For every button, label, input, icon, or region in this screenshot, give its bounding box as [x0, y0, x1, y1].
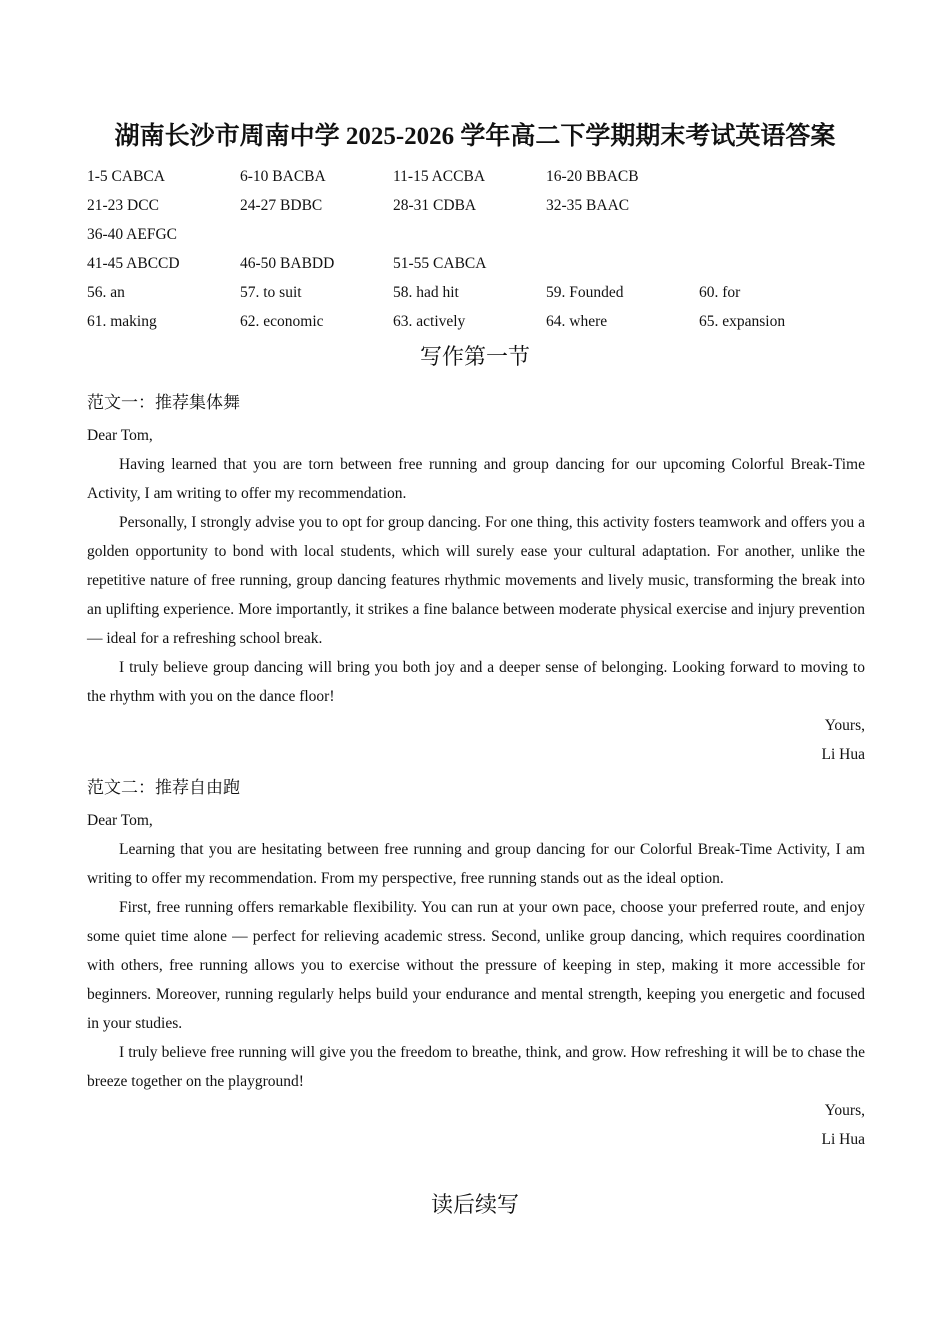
answer-cell: 64. where — [546, 313, 608, 330]
essay1-label: 范文一：推荐集体舞 — [87, 393, 240, 413]
answer-cell: 61. making — [87, 313, 157, 330]
answer-cell: 60. for — [699, 284, 741, 301]
essay1-greeting: Dear Tom, — [87, 427, 153, 444]
essay2-label: 范文二：推荐自由跑 — [87, 778, 240, 798]
answer-cell: 65. expansion — [699, 313, 786, 330]
essay1-closing: Yours, — [824, 717, 865, 734]
writing-section-heading: 写作第一节 — [419, 345, 530, 370]
answer-row — [87, 162, 877, 191]
answer-cell: 59. Founded — [546, 284, 624, 301]
answer-cell: 24-27 BDBC — [240, 197, 323, 214]
continuation-section-heading: 读后续写 — [430, 1193, 519, 1218]
essay1-signature: Li Hua — [821, 746, 865, 763]
essay1-letter — [87, 421, 865, 769]
document-title: 湖南长沙市周南中学 2025-2026 学年高二下学期期末考试英语答案 — [114, 123, 836, 150]
answer-row — [87, 307, 877, 336]
essay2-paragraph: First, free running offers remarkable flexibility. You can run at your own pace, choose your preferred route, and enjoy some quiet time alone — perfect for relieving academic stress. Second, unlike group dancing, which requires coordination with others, free running allows you to exercise without the pressure of keeping in step, making it more accessible for beginners. Moreover, running regularly helps build your endurance and mental strength, keeping you energetic and focused in your studies. — [87, 899, 865, 1032]
answer-key — [87, 162, 877, 336]
essay2-letter — [87, 806, 865, 1154]
essay2-signature: Li Hua — [821, 1131, 865, 1148]
answer-cell: 63. actively — [393, 313, 466, 330]
essay2-paragraph: I truly believe free running will give you the freedom to breathe, think, and grow. How refreshing it will be to chase the breeze together on the playground! — [87, 1044, 865, 1090]
answer-cell: 36-40 AEFGC — [87, 226, 177, 243]
essay2-closing: Yours, — [824, 1102, 865, 1119]
answer-cell: 62. economic — [240, 313, 324, 330]
essay1-paragraph: I truly believe group dancing will bring you both joy and a deeper sense of belonging. Looking forward to moving to the rhythm with you on the dance floor! — [87, 659, 865, 705]
answer-row — [87, 278, 877, 307]
essay1-paragraph: Having learned that you are torn between free running and group dancing for our upcoming Colorful Break-Time Activity, I am writing to offer my recommendation. — [87, 456, 865, 502]
answer-cell: 21-23 DCC — [87, 197, 159, 214]
answer-cell: 46-50 BABDD — [240, 255, 335, 272]
answer-row — [87, 191, 877, 220]
answer-cell: 16-20 BBACB — [546, 168, 639, 185]
answer-cell: 11-15 ACCBA — [393, 168, 486, 185]
answer-cell: 56. an — [87, 284, 125, 301]
answer-cell: 57. to suit — [240, 284, 302, 301]
answer-cell: 58. had hit — [393, 284, 459, 301]
answer-row — [87, 249, 877, 278]
answer-cell: 32-35 BAAC — [546, 197, 630, 214]
answer-row — [87, 220, 877, 249]
essay1-paragraph: Personally, I strongly advise you to opt for group dancing. For one thing, this activity fosters teamwork and offers you a golden opportunity to bond with local students, which will surely ease your cultural adaptation. For another, unlike the repetitive nature of free running, group dancing features rhythmic movements and lively music, transforming the break into an uplifting experience. More importantly, it strikes a fine balance between moderate physical exercise and injury prevention — ideal for a refreshing school break. — [87, 514, 865, 647]
essay2-greeting: Dear Tom, — [87, 812, 153, 829]
answer-cell: 1-5 CABCA — [87, 168, 165, 185]
answer-cell: 41-45 ABCCD — [87, 255, 180, 272]
essay2-paragraph: Learning that you are hesitating between free running and group dancing for our Colorful Break-Time Activity, I am writing to offer my recommendation. From my perspective, free running stands out as the ideal option. — [87, 841, 865, 887]
answer-cell: 6-10 BACBA — [240, 168, 326, 185]
answer-cell: 51-55 CABCA — [393, 255, 487, 272]
answer-cell: 28-31 CDBA — [393, 197, 477, 214]
